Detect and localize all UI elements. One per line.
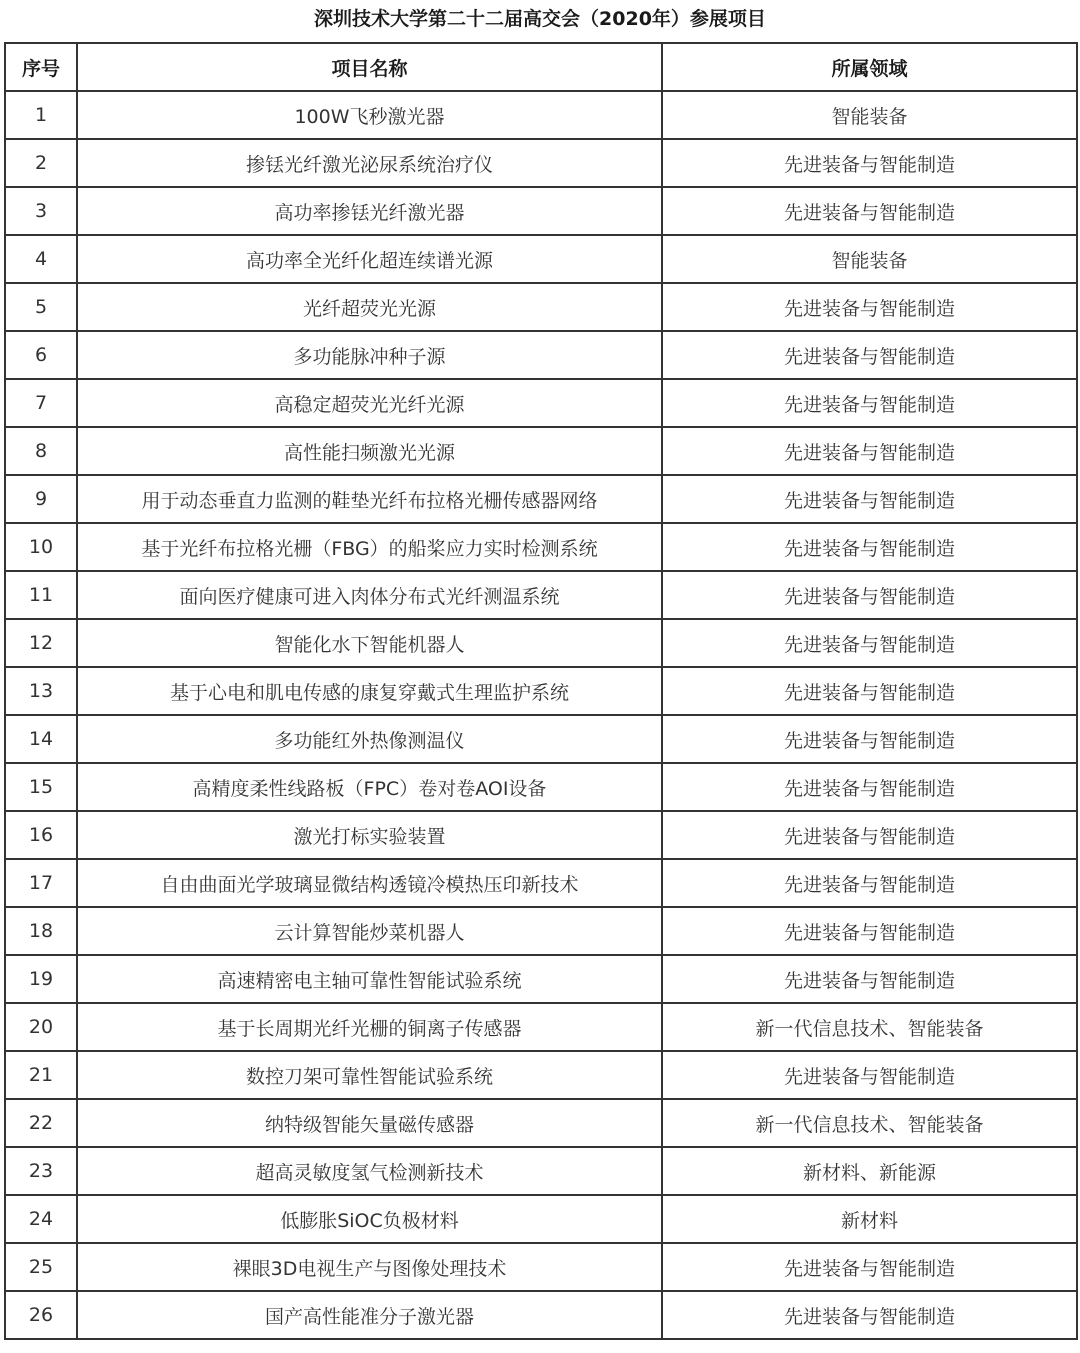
cell-serial-number: 9 <box>5 475 77 523</box>
cell-project-name: 超高灵敏度氢气检测新技术 <box>77 1147 662 1195</box>
cell-project-name: 云计算智能炒菜机器人 <box>77 907 662 955</box>
cell-serial-number: 20 <box>5 1003 77 1051</box>
table-row <box>5 523 1077 571</box>
cell-serial-number: 16 <box>5 811 77 859</box>
cell-project-name: 面向医疗健康可进入肉体分布式光纤测温系统 <box>77 571 662 619</box>
cell-serial-number: 3 <box>5 187 77 235</box>
cell-serial-number: 25 <box>5 1243 77 1291</box>
projects-table <box>4 42 1078 1340</box>
table-row <box>5 1243 1077 1291</box>
cell-serial-number: 4 <box>5 235 77 283</box>
cell-project-name: 自由曲面光学玻璃显微结构透镜冷模热压印新技术 <box>77 859 662 907</box>
cell-serial-number: 1 <box>5 91 77 139</box>
cell-project-name: 裸眼3D电视生产与图像处理技术 <box>77 1243 662 1291</box>
table-row <box>5 187 1077 235</box>
cell-project-name: 掺铥光纤激光泌尿系统治疗仪 <box>77 139 662 187</box>
cell-serial-number: 7 <box>5 379 77 427</box>
cell-project-name: 多功能红外热像测温仪 <box>77 715 662 763</box>
cell-field: 智能装备 <box>662 91 1077 139</box>
table-header <box>5 43 1077 91</box>
table-row <box>5 1195 1077 1243</box>
cell-serial-number: 12 <box>5 619 77 667</box>
cell-field: 先进装备与智能制造 <box>662 475 1077 523</box>
header-project-name: 项目名称 <box>77 43 662 91</box>
cell-field: 新一代信息技术、智能装备 <box>662 1003 1077 1051</box>
table-row <box>5 907 1077 955</box>
table-body <box>5 91 1077 1339</box>
cell-field: 先进装备与智能制造 <box>662 763 1077 811</box>
table-row <box>5 379 1077 427</box>
cell-serial-number: 26 <box>5 1291 77 1339</box>
cell-project-name: 高速精密电主轴可靠性智能试验系统 <box>77 955 662 1003</box>
cell-project-name: 高功率全光纤化超连续谱光源 <box>77 235 662 283</box>
cell-project-name: 智能化水下智能机器人 <box>77 619 662 667</box>
cell-field: 先进装备与智能制造 <box>662 955 1077 1003</box>
cell-project-name: 高精度柔性线路板（FPC）卷对卷AOI设备 <box>77 763 662 811</box>
cell-project-name: 多功能脉冲种子源 <box>77 331 662 379</box>
cell-project-name: 100W飞秒激光器 <box>77 91 662 139</box>
table-row <box>5 1099 1077 1147</box>
cell-project-name: 高稳定超荧光光纤光源 <box>77 379 662 427</box>
cell-project-name: 高功率掺铥光纤激光器 <box>77 187 662 235</box>
cell-field: 先进装备与智能制造 <box>662 1291 1077 1339</box>
cell-serial-number: 15 <box>5 763 77 811</box>
cell-field: 新材料 <box>662 1195 1077 1243</box>
cell-serial-number: 23 <box>5 1147 77 1195</box>
cell-project-name: 基于长周期光纤光栅的铜离子传感器 <box>77 1003 662 1051</box>
cell-field: 先进装备与智能制造 <box>662 667 1077 715</box>
table-row <box>5 475 1077 523</box>
cell-field: 先进装备与智能制造 <box>662 811 1077 859</box>
cell-serial-number: 10 <box>5 523 77 571</box>
cell-project-name: 基于心电和肌电传感的康复穿戴式生理监护系统 <box>77 667 662 715</box>
cell-field: 先进装备与智能制造 <box>662 187 1077 235</box>
cell-serial-number: 2 <box>5 139 77 187</box>
cell-field: 先进装备与智能制造 <box>662 139 1077 187</box>
cell-field: 先进装备与智能制造 <box>662 283 1077 331</box>
table-row <box>5 1003 1077 1051</box>
cell-field: 先进装备与智能制造 <box>662 427 1077 475</box>
table-row <box>5 283 1077 331</box>
cell-field: 先进装备与智能制造 <box>662 379 1077 427</box>
cell-field: 先进装备与智能制造 <box>662 619 1077 667</box>
table-row <box>5 955 1077 1003</box>
cell-field: 先进装备与智能制造 <box>662 331 1077 379</box>
cell-field: 先进装备与智能制造 <box>662 571 1077 619</box>
cell-field: 先进装备与智能制造 <box>662 523 1077 571</box>
cell-serial-number: 6 <box>5 331 77 379</box>
table-row <box>5 763 1077 811</box>
cell-serial-number: 18 <box>5 907 77 955</box>
cell-project-name: 国产高性能准分子激光器 <box>77 1291 662 1339</box>
table-row <box>5 619 1077 667</box>
cell-serial-number: 13 <box>5 667 77 715</box>
cell-serial-number: 5 <box>5 283 77 331</box>
table-row <box>5 1291 1077 1339</box>
cell-serial-number: 11 <box>5 571 77 619</box>
header-serial-number: 序号 <box>5 43 77 91</box>
cell-serial-number: 24 <box>5 1195 77 1243</box>
cell-field: 先进装备与智能制造 <box>662 715 1077 763</box>
table-row <box>5 235 1077 283</box>
cell-field: 先进装备与智能制造 <box>662 859 1077 907</box>
cell-field: 新一代信息技术、智能装备 <box>662 1099 1077 1147</box>
cell-project-name: 纳特级智能矢量磁传感器 <box>77 1099 662 1147</box>
table-row <box>5 859 1077 907</box>
cell-serial-number: 17 <box>5 859 77 907</box>
cell-project-name: 数控刀架可靠性智能试验系统 <box>77 1051 662 1099</box>
cell-serial-number: 14 <box>5 715 77 763</box>
cell-field: 先进装备与智能制造 <box>662 1243 1077 1291</box>
cell-field: 先进装备与智能制造 <box>662 907 1077 955</box>
table-row <box>5 715 1077 763</box>
table-row <box>5 139 1077 187</box>
table-row <box>5 1147 1077 1195</box>
table-row <box>5 331 1077 379</box>
table-row <box>5 91 1077 139</box>
cell-field: 先进装备与智能制造 <box>662 1051 1077 1099</box>
header-row <box>5 43 1077 91</box>
table-row <box>5 571 1077 619</box>
cell-serial-number: 19 <box>5 955 77 1003</box>
cell-project-name: 用于动态垂直力监测的鞋垫光纤布拉格光栅传感器网络 <box>77 475 662 523</box>
cell-field: 新材料、新能源 <box>662 1147 1077 1195</box>
cell-project-name: 基于光纤布拉格光栅（FBG）的船桨应力实时检测系统 <box>77 523 662 571</box>
document-title: 深圳技术大学第二十二届高交会（2020年）参展项目 <box>314 8 766 30</box>
table-row <box>5 811 1077 859</box>
cell-serial-number: 8 <box>5 427 77 475</box>
cell-project-name: 高性能扫频激光光源 <box>77 427 662 475</box>
header-field: 所属领域 <box>662 43 1077 91</box>
cell-project-name: 激光打标实验装置 <box>77 811 662 859</box>
cell-serial-number: 22 <box>5 1099 77 1147</box>
cell-project-name: 低膨胀SiOC负极材料 <box>77 1195 662 1243</box>
cell-serial-number: 21 <box>5 1051 77 1099</box>
table-row <box>5 427 1077 475</box>
table-row <box>5 1051 1077 1099</box>
cell-project-name: 光纤超荧光光源 <box>77 283 662 331</box>
cell-field: 智能装备 <box>662 235 1077 283</box>
table-row <box>5 667 1077 715</box>
